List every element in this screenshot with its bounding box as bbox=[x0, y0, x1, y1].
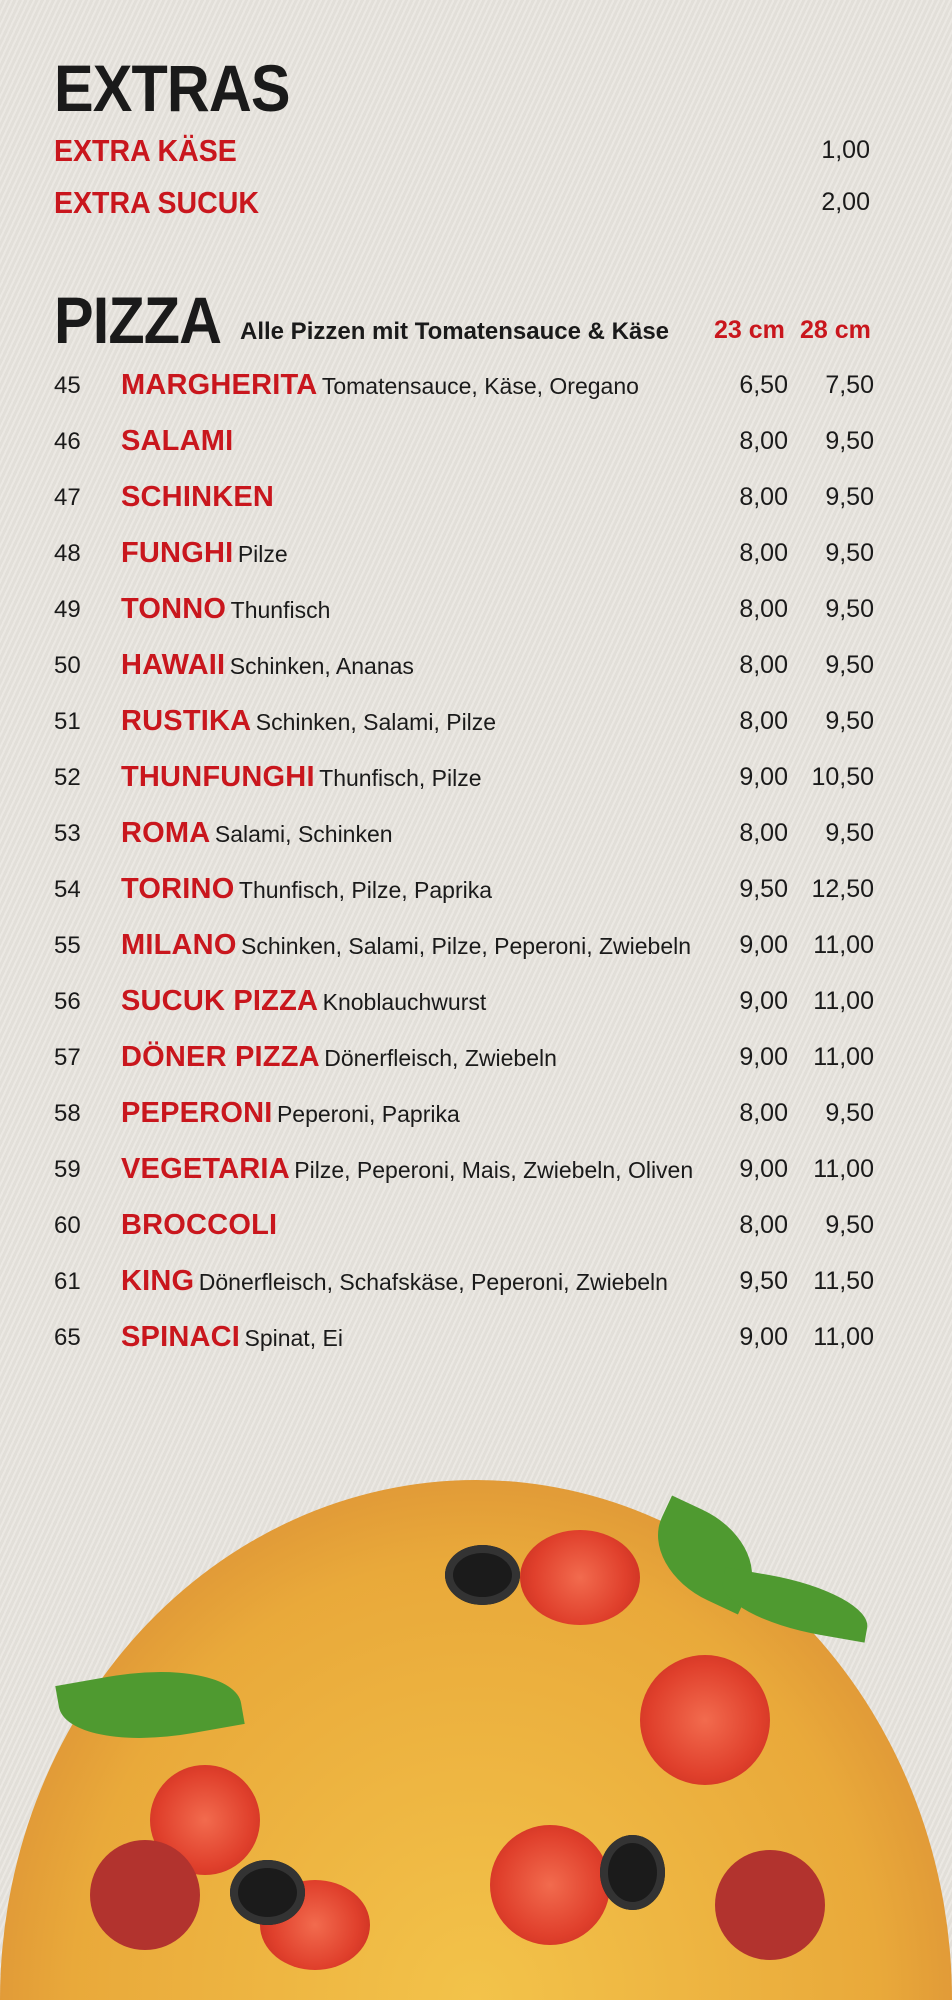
item-number: 51 bbox=[54, 708, 81, 735]
item-number: 58 bbox=[54, 1100, 81, 1127]
salami-slice bbox=[715, 1850, 825, 1960]
extras-title: EXTRAS bbox=[54, 51, 290, 125]
price-23cm: 9,00 bbox=[739, 931, 788, 959]
item-number: 59 bbox=[54, 1156, 81, 1183]
price-23cm: 8,00 bbox=[739, 1211, 788, 1239]
price-28cm: 9,50 bbox=[825, 595, 874, 623]
price-28cm: 9,50 bbox=[825, 483, 874, 511]
pizza-row bbox=[54, 1319, 874, 1375]
item-description: Spinat, Ei bbox=[244, 1325, 343, 1351]
item-description: Pilze, Peperoni, Mais, Zwiebeln, Oliven bbox=[294, 1157, 694, 1183]
item-number: 56 bbox=[54, 988, 81, 1015]
extra-item-name: EXTRA KÄSE bbox=[54, 133, 237, 168]
extra-item-name: EXTRA SUCUK bbox=[54, 185, 259, 220]
item-name: VEGETARIA bbox=[121, 1153, 290, 1185]
item-name: DÖNER PIZZA bbox=[121, 1041, 320, 1073]
item-description: Thunfisch, Pilze, Paprika bbox=[238, 877, 493, 903]
item-name: TORINO bbox=[121, 873, 235, 905]
price-28cm: 12,50 bbox=[811, 875, 874, 903]
item-name: ROMA bbox=[121, 817, 211, 849]
item-name: BROCCOLI bbox=[121, 1209, 278, 1241]
item-name: HAWAII bbox=[121, 649, 226, 681]
size-header-28: 28 cm bbox=[800, 316, 871, 344]
item-description: Schinken, Salami, Pilze, Peperoni, Zwiebeln bbox=[241, 933, 692, 959]
item-description: Salami, Schinken bbox=[214, 821, 393, 847]
price-28cm: 11,00 bbox=[813, 1043, 874, 1071]
price-28cm: 9,50 bbox=[825, 707, 874, 735]
pizza-row bbox=[54, 1263, 874, 1319]
item-description: Dönerfleisch, Schafskäse, Peperoni, Zwiebeln bbox=[198, 1269, 668, 1295]
price-28cm: 9,50 bbox=[825, 1211, 874, 1239]
item-name: SPINACI bbox=[121, 1321, 241, 1353]
item-number: 46 bbox=[54, 428, 81, 455]
item-number: 50 bbox=[54, 652, 81, 679]
item-number: 61 bbox=[54, 1268, 81, 1295]
price-23cm: 8,00 bbox=[739, 1099, 788, 1127]
olive bbox=[230, 1860, 305, 1925]
price-23cm: 8,00 bbox=[739, 427, 788, 455]
item-description: Peperoni, Paprika bbox=[276, 1101, 460, 1127]
extra-item-price: 2,00 bbox=[821, 188, 870, 216]
price-28cm: 11,00 bbox=[813, 1323, 874, 1351]
price-23cm: 9,00 bbox=[739, 763, 788, 791]
price-28cm: 9,50 bbox=[825, 427, 874, 455]
item-number: 55 bbox=[54, 932, 81, 959]
item-description: Thunfisch, Pilze bbox=[319, 765, 482, 791]
price-23cm: 6,50 bbox=[739, 371, 788, 399]
item-name: TONNO bbox=[121, 593, 227, 625]
pizza-row bbox=[54, 479, 874, 535]
price-23cm: 9,50 bbox=[739, 1267, 788, 1295]
item-name: SALAMI bbox=[121, 425, 234, 457]
price-28cm: 10,50 bbox=[811, 763, 874, 791]
tomato-slice bbox=[640, 1655, 770, 1785]
price-23cm: 8,00 bbox=[739, 651, 788, 679]
price-23cm: 8,00 bbox=[739, 819, 788, 847]
price-23cm: 9,00 bbox=[739, 1043, 788, 1071]
item-description: Knoblauchwurst bbox=[322, 989, 487, 1015]
size-header-23: 23 cm bbox=[714, 316, 785, 344]
olive bbox=[445, 1545, 520, 1605]
item-name: FUNGHI bbox=[121, 537, 234, 569]
price-23cm: 8,00 bbox=[739, 483, 788, 511]
pizza-row bbox=[54, 591, 874, 647]
item-name: SCHINKEN bbox=[121, 481, 275, 513]
basil-leaf bbox=[717, 1567, 873, 1642]
item-description: Tomatensauce, Käse, Oregano bbox=[321, 373, 639, 399]
pizza-row bbox=[54, 871, 874, 927]
item-description: Schinken, Ananas bbox=[229, 653, 414, 679]
pizza-subtitle: Alle Pizzen mit Tomatensauce & Käse bbox=[240, 318, 670, 345]
price-23cm: 9,50 bbox=[739, 875, 788, 903]
price-28cm: 9,50 bbox=[825, 1099, 874, 1127]
price-23cm: 9,00 bbox=[739, 1155, 788, 1183]
item-number: 52 bbox=[54, 764, 81, 791]
item-number: 53 bbox=[54, 820, 81, 847]
pizza-row bbox=[54, 423, 874, 479]
price-23cm: 8,00 bbox=[739, 595, 788, 623]
price-28cm: 11,00 bbox=[813, 987, 874, 1015]
item-name: THUNFUNGHI bbox=[121, 761, 315, 793]
item-name: SUCUK PIZZA bbox=[121, 985, 319, 1017]
item-number: 57 bbox=[54, 1044, 81, 1071]
item-name: RUSTIKA bbox=[121, 705, 252, 737]
price-23cm: 9,00 bbox=[739, 987, 788, 1015]
price-28cm: 9,50 bbox=[825, 819, 874, 847]
pizza-row bbox=[54, 367, 874, 423]
pizza-list bbox=[54, 367, 874, 1375]
pizza-row bbox=[54, 759, 874, 815]
pizza-row bbox=[54, 983, 874, 1039]
pizza-row bbox=[54, 1095, 874, 1151]
item-description: Thunfisch bbox=[230, 597, 331, 623]
tomato-slice bbox=[520, 1530, 640, 1625]
pizza-row bbox=[54, 647, 874, 703]
item-name: MARGHERITA bbox=[121, 369, 318, 401]
item-number: 47 bbox=[54, 484, 81, 511]
price-28cm: 11,00 bbox=[813, 1155, 874, 1183]
item-number: 49 bbox=[54, 596, 81, 623]
item-description: Dönerfleisch, Zwiebeln bbox=[324, 1045, 557, 1071]
pizza-image bbox=[0, 1480, 952, 2000]
tomato-slice bbox=[490, 1825, 610, 1945]
salami-slice bbox=[90, 1840, 200, 1950]
item-number: 60 bbox=[54, 1212, 81, 1239]
item-number: 65 bbox=[54, 1324, 81, 1351]
pizza-row bbox=[54, 703, 874, 759]
pizza-title: PIZZA bbox=[54, 283, 222, 357]
item-name: PEPERONI bbox=[121, 1097, 273, 1129]
item-name: MILANO bbox=[121, 929, 237, 961]
pizza-row bbox=[54, 535, 874, 591]
price-28cm: 11,50 bbox=[813, 1267, 874, 1295]
price-23cm: 8,00 bbox=[739, 539, 788, 567]
extra-item-price: 1,00 bbox=[821, 136, 870, 164]
pizza-row bbox=[54, 927, 874, 983]
item-description: Schinken, Salami, Pilze bbox=[255, 709, 497, 735]
pizza-row bbox=[54, 815, 874, 871]
basil-leaf bbox=[55, 1655, 244, 1755]
price-23cm: 9,00 bbox=[739, 1323, 788, 1351]
olive bbox=[600, 1835, 665, 1910]
pizza-row bbox=[54, 1151, 874, 1207]
price-28cm: 7,50 bbox=[825, 371, 874, 399]
price-28cm: 11,00 bbox=[813, 931, 874, 959]
item-name: KING bbox=[121, 1265, 195, 1297]
pizza-row bbox=[54, 1207, 874, 1263]
item-number: 48 bbox=[54, 540, 81, 567]
item-description: Pilze bbox=[237, 541, 288, 567]
price-23cm: 8,00 bbox=[739, 707, 788, 735]
pizza-row bbox=[54, 1039, 874, 1095]
price-28cm: 9,50 bbox=[825, 539, 874, 567]
price-28cm: 9,50 bbox=[825, 651, 874, 679]
item-number: 45 bbox=[54, 372, 81, 399]
item-number: 54 bbox=[54, 876, 81, 903]
